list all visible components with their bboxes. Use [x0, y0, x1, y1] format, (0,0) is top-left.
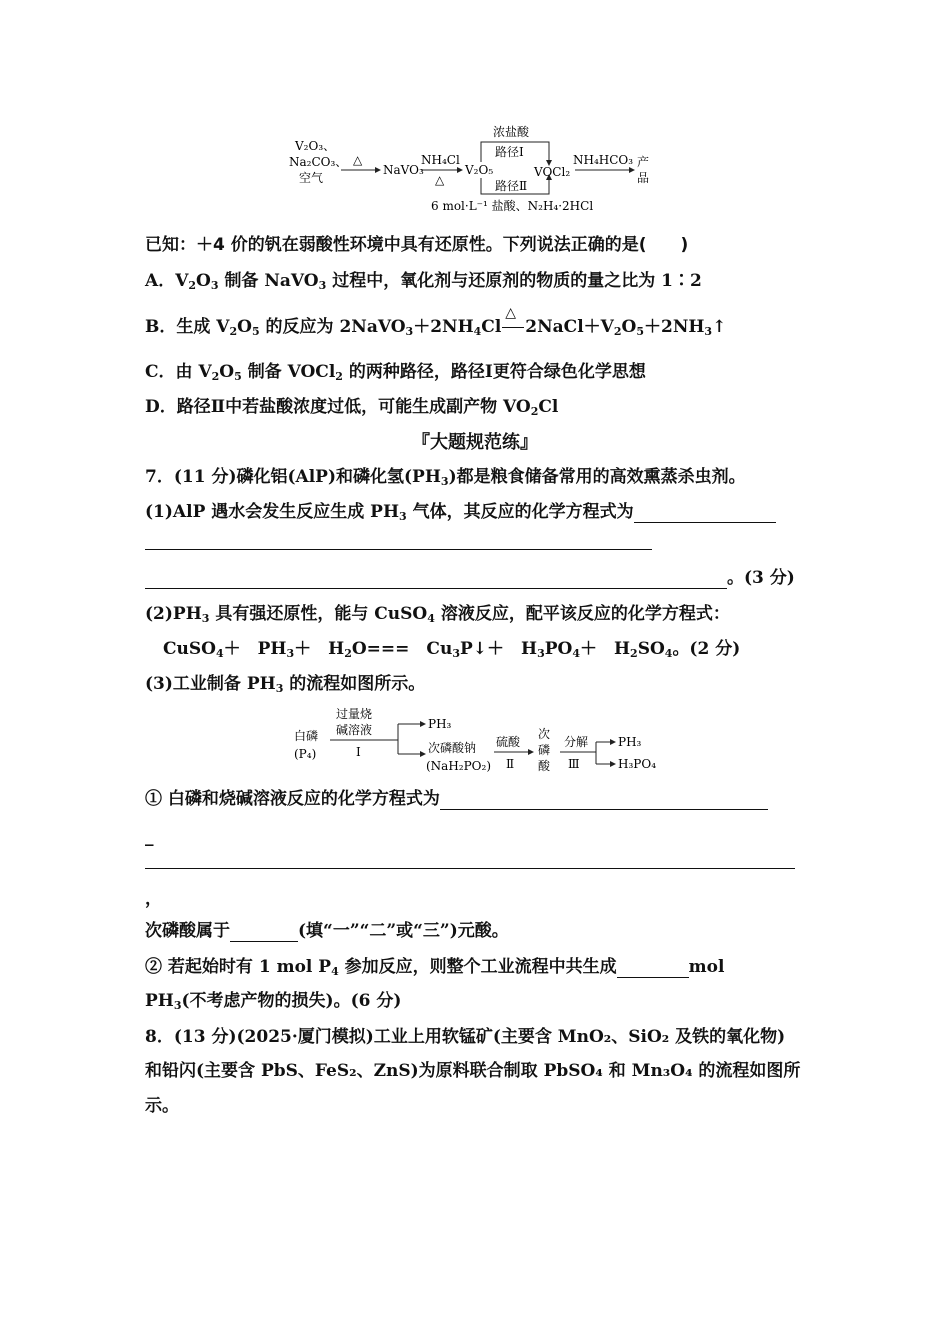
q8-source: 厦门模拟 — [297, 1027, 366, 1047]
flow2-reagent2: 硫酸 — [496, 735, 521, 749]
flow2-prod-h3po4: H₃PO₄ — [618, 757, 656, 771]
flow1-bottom-reagent: 6 mol·L⁻¹ 盐酸、N₂H₄·2HCl — [431, 199, 594, 213]
flow1-heat-1: △ — [353, 153, 363, 167]
q7-part1: (1)AlP 遇水会发生反应生成 $PH_3$ 气体，其反应的化学方程式为 — [145, 501, 776, 523]
answer-blank[interactable] — [634, 504, 776, 523]
flow1-navo3: NaVO₃ — [383, 163, 424, 177]
q6-option-c[interactable]: C．由 $V_2O_5$ 制备 VOCl$_2$ 的两种路径，路径Ⅰ更符合绿色化学思想 — [145, 362, 646, 383]
q7-sub2: ② 若起始时有 1 mol $P_4$ 参加反应，则整个工业流程中共生成 mol — [145, 957, 725, 978]
q7-part2: $(2)PH_3$ 具有强还原性，能与 CuSO$_4$ 溶液反应，配平该反应的化学方程式： — [145, 604, 730, 625]
flow2-acid-2: 磷 — [538, 743, 551, 757]
flow2-acid-3: 酸 — [538, 759, 551, 773]
route2-label: 路径Ⅱ — [495, 179, 528, 193]
flow2-step1: Ⅰ — [356, 745, 361, 759]
q7-stem: 7．(11 分)磷化铝(AlP)和磷化氢$(PH_3)$都是粮食储备常用的高效熏蒸杀虫剂。 — [145, 467, 746, 488]
flow2-ph3-byproduct: PH₃ — [428, 717, 452, 731]
flow1-v2o5: V₂O₅ — [465, 163, 494, 177]
q7-sub1-dash: _ — [145, 827, 154, 847]
flow1-input-na2co3: Na₂CO₃、 — [289, 155, 348, 169]
flow1-input-v2o3: V₂O₃、 — [295, 139, 336, 153]
flow1-heat-2: △ — [435, 173, 445, 187]
arrow-1-head — [375, 167, 381, 173]
flow2-salt-formula: (NaH₂PO₂) — [426, 759, 492, 773]
answer-blank[interactable] — [617, 959, 689, 978]
q7-sub1b: 次磷酸属于 (填“一”“二”或“三”)元酸。 — [145, 921, 509, 941]
flow1-product-2: 品 — [637, 171, 650, 185]
q7-sub1-comma: ， — [145, 889, 162, 909]
heat-condition: △ — [505, 305, 517, 321]
flow1-nh4hco3: NH₄HCO₃ — [573, 153, 634, 167]
q8-line-3: 示。 — [145, 1096, 179, 1116]
route1-label: 路径Ⅰ — [495, 145, 524, 159]
flow1-input-air: 空气 — [299, 171, 324, 185]
q6-option-d[interactable]: D．路径Ⅱ中若盐酸浓度过低，可能生成副产物 $VO_2Cl$ — [145, 397, 559, 418]
q7-equation: CuSO$_4$＋ $PH_3+$ $H_2O===$ $Cu_3P↓+$ $H_3PO_4+$ $H_2SO_4$。(2 分) — [163, 639, 741, 660]
q7-sub1: ① 白磷和烧碱溶液反应的化学方程式为 — [145, 788, 768, 810]
flow1-product-1: 产 — [637, 155, 650, 169]
flow2-reagent1-a: 过量烧 — [336, 707, 373, 721]
flow1-nh4cl: NH₄Cl — [421, 153, 460, 167]
flow2-prod-ph3: PH₃ — [618, 735, 642, 749]
section-title: 『大题规范练』 — [412, 432, 538, 453]
flow2-salt: 次磷酸钠 — [428, 741, 477, 755]
answer-blank[interactable] — [440, 791, 768, 810]
q8-line-1: 8．(13 分)(2025·厦门模拟)工业上用软锰矿(主要含 MnO₂、SiO₂ 及铁的氧化物) — [145, 1027, 786, 1047]
flow2-step3: Ⅲ — [568, 757, 580, 771]
flow2-reagent3: 分解 — [564, 735, 589, 749]
q6-option-a[interactable]: A．$V_2O_3$ 制备 NaVO$_3$ 过程中，氧化剂与还原剂的物质的量之比为 1∶2 — [145, 271, 702, 292]
q6-option-b[interactable]: B．生成 $V_2O_5$ 的反应为 $2NaVO_3+2NH_4Cl$ △ $2NaCl+V_2O_5+2NH_3↑$ — [145, 316, 726, 338]
answer-blank[interactable] — [230, 923, 298, 942]
flow2-step2: Ⅱ — [506, 757, 515, 771]
ph3-flow-diagram — [290, 702, 670, 780]
q7-sub2b: $PH_3$(不考虑产物的损失)。(6 分) — [145, 991, 402, 1012]
flow2-p4: (P₄) — [294, 747, 317, 761]
flow2-acid-1: 次 — [538, 727, 551, 741]
arrow-2-head — [457, 167, 463, 173]
q6-stem: 已知：＋4 价的钒在弱酸性环境中具有还原性。下列说法正确的是( ) — [145, 235, 689, 255]
answer-blank[interactable] — [145, 570, 727, 589]
flow1-vocl2: VOCl₂ — [534, 165, 571, 179]
q7-part3: (3)工业制备 $PH_3$ 的流程如图所示。 — [145, 674, 426, 695]
answer-line[interactable] — [145, 549, 652, 550]
q7-part1-line3: 。(3 分) — [145, 567, 795, 589]
flow1-top-reagent: 浓盐酸 — [493, 125, 530, 139]
answer-line[interactable] — [145, 868, 795, 869]
flow2-white-p: 白磷 — [294, 729, 319, 743]
vanadium-flow-diagram — [285, 122, 675, 218]
q8-line-2: 和铅闪(主要含 PbS、FeS₂、ZnS)为原料联合制取 PbSO₄ 和 Mn₃O₄ 的流程如图所 — [145, 1061, 801, 1081]
flow2-reagent1-b: 碱溶液 — [336, 723, 373, 737]
